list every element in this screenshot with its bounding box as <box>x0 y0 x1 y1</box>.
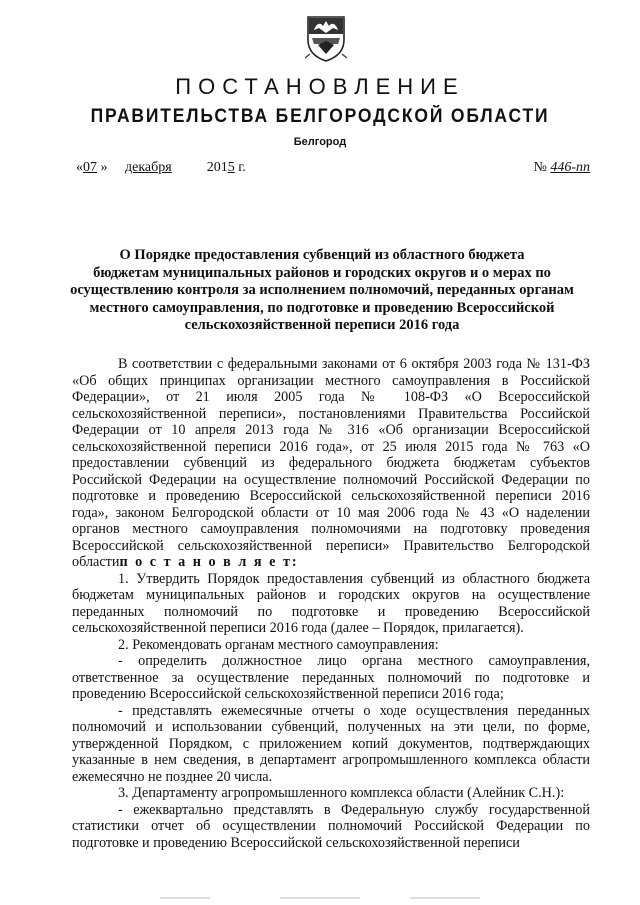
decree-keyword: п о с т а н о в л я е т: <box>119 554 299 570</box>
document-number: № 446-пп <box>533 160 590 175</box>
document-date: «07 » декабря 2015 г. <box>76 160 246 175</box>
item-3-a: - ежеквартально представлять в Федеральную службу государственной статистики отчет об осуществлении полномочий Российской Федерации по подготовке и проведению Всероссийской сельскохозяйственной переписи <box>72 801 590 851</box>
item-3: 3. Департаменту агропромышленного комплекса области (Алейник С.Н.): <box>118 785 565 801</box>
document-title: ПОСТАНОВЛЕНИЕ <box>175 74 465 99</box>
document-number-value: 446-пп <box>550 160 590 175</box>
item-2-b: - представлять ежемесячные отчеты о ходе осуществления переданных полномочий и использовании субвенций, полученных на эти цели, по форме, утвержденной Порядком, с приложением копий документов, подтверждающих указанные в нем сведения, в департамент агропромышленного комплекса области ежемесячно не позднее 20 числа. <box>72 702 590 785</box>
item-2-a: - определить должностное лицо органа местного самоуправления, ответственное за осуществление переданных полномочий по подготовке и проведению Всероссийской сельскохозяйственной переписи 2016 года; <box>72 653 590 702</box>
coat-of-arms-icon <box>305 14 347 62</box>
scan-artifact <box>150 893 490 901</box>
item-1: 1. Утвердить Порядок предоставления субвенций из областного бюджета бюджетам муниципальных районов и городских округов на осуществление переданных полномочий по подготовке и проведению Всероссийской сельскохозяйственной переписи 2016 года (далее – Порядок, прилагается). <box>72 570 590 636</box>
city-name: Белгород <box>293 136 347 148</box>
document-heading: О Порядке предоставления субвенций из областного бюджета бюджетам муниципальных районов и городских округов и о мерах по осуществлению контроля за исполнением полномочий, переданных органам местного самоуправления, по подготовке и проведению Всероссийской сельскохозяйственной переписи 2016 года <box>70 247 574 334</box>
intro-paragraph: В соответствии с федеральными законами от 6 октября 2003 года № 131-ФЗ «Об общих принципах организации местного самоуправления в Российской Федерации», от 21 июля 2005 года № 108-ФЗ «О Всероссийской сельскохозяйственной переписи», постановлениями Правительства Российской Федерации от 10 апреля 2013 года № 316 «Об организации Всероссийской сельскохозяйственной переписи 2016 года», от 25 июля 2015 года № 763 «О предоставлении субвенций из федерального бюджета бюджетам субъектов Российской Федерации на осуществление полномочий Российской Федерации по подготовке и проведению Всероссийской сельскохозяйственной переписи 2016 года», законом Белгородской области от 10 мая 2006 года № 43 «О наделении органов местного самоуправления полномочиями на подготовку проведения Всероссийской сельскохозяйственной переписи» Правительство Белгородской областип о с т а н о в л я е т: <box>72 356 590 570</box>
item-2: 2. Рекомендовать органам местного самоуправления: <box>118 636 439 653</box>
date-day: 07 <box>83 160 97 175</box>
date-month: декабря <box>125 160 172 175</box>
issuing-authority: ПРАВИТЕЛЬСТВА БЕЛГОРОДСКОЙ ОБЛАСТИ <box>90 106 550 127</box>
document-body <box>72 356 590 851</box>
